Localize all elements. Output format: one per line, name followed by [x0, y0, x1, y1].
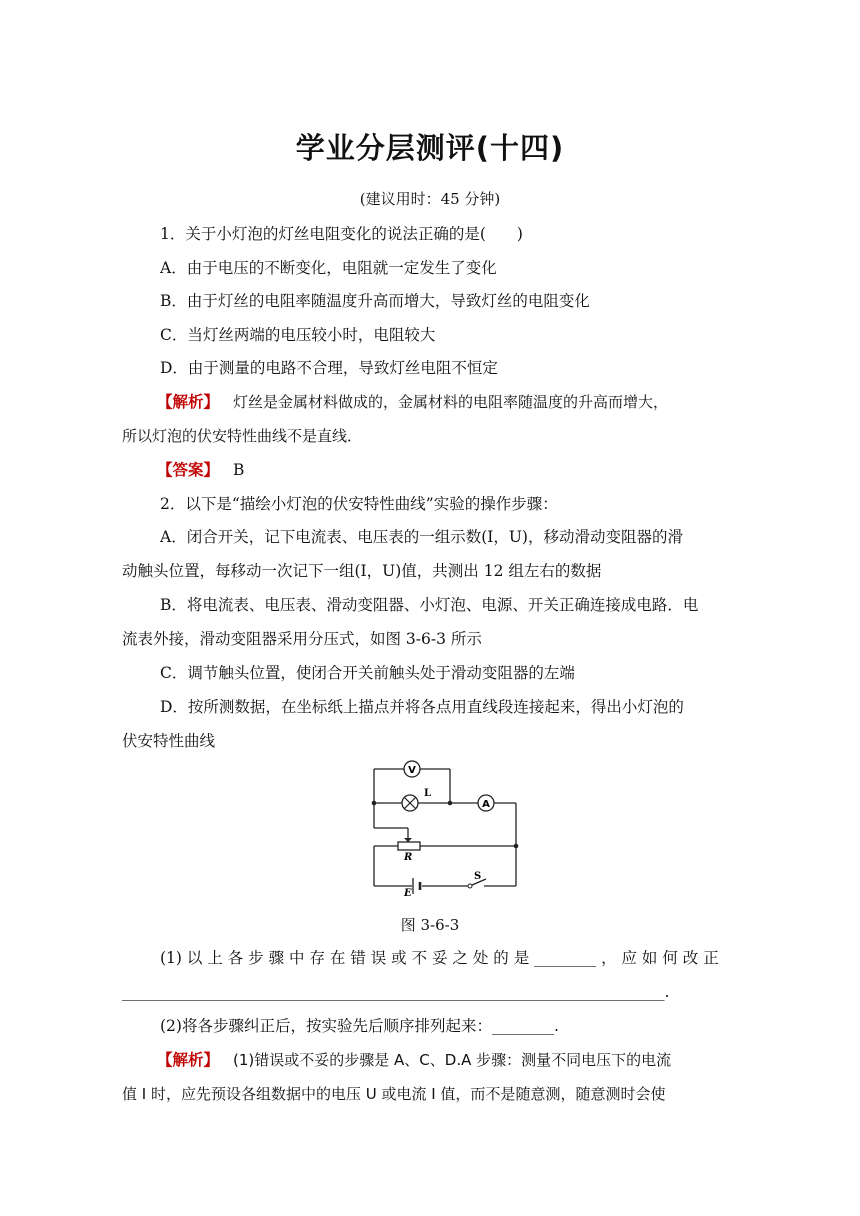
answer-tag: 【答案】 [157, 460, 220, 479]
q1-stem: 1．关于小灯泡的灯丝电阻变化的说法正确的是( ) [160, 225, 523, 243]
q2-stem: 2．以下是“描绘小灯泡的伏安特性曲线”实验的操作步骤： [160, 495, 558, 513]
q1-analysis [157, 392, 668, 412]
q1-option-b: B．由于灯丝的电阻率随温度升高而增大，导致灯丝的电阻变化 [160, 292, 590, 310]
page-title: 学业分层测评(十四) [295, 131, 565, 165]
q2-step-d: D．按所测数据，在坐标纸上描点并将各点用直线段连接起来，得出小灯泡的 [160, 698, 684, 716]
q1-option-a: A．由于电压的不断变化，电阻就一定发生了变化 [160, 259, 497, 277]
analysis-tag: 【解析】 [157, 1050, 220, 1069]
q1-option-d: D．由于测量的电路不合理，导致灯丝电阻不恒定 [160, 359, 498, 377]
circuit-diagram [366, 758, 526, 898]
junction-dots [372, 801, 519, 849]
q2-step-b: B．将电流表、电压表、滑动变阻器、小灯泡、电源、开关正确连接成电路．电 [160, 596, 699, 614]
switch-icon [468, 871, 486, 888]
q2-step-b-cont: 流表外接，滑动变阻器采用分压式，如图 3-6-3 所示 [122, 630, 482, 648]
q2-sub2: (2)将各步骤纠正后，按实验先后顺序排列起来：________. [160, 1017, 559, 1035]
q2-sub1-blank: ______________________________________________________________________. [122, 983, 670, 1001]
q2-sub1: (1) 以 上 各 步 骤 中 存 在 错 误 或 不 妥 之 处 的 是 ________ ， 应 如 何 改 正 [160, 949, 719, 967]
q1-answer-value: B [233, 461, 245, 479]
q1-answer [157, 460, 244, 480]
ammeter-icon [478, 795, 494, 811]
q2-step-a-cont: 动触头位置，每移动一次记下一组(I，U)值，共测出 12 组左右的数据 [122, 562, 602, 580]
svg-text:V: V [408, 765, 416, 776]
svg-text:R: R [404, 852, 413, 863]
q2-analysis [157, 1050, 671, 1070]
svg-text:S: S [474, 871, 482, 882]
suggested-time: (建议用时：45 分钟) [359, 190, 501, 208]
analysis-tag: 【解析】 [157, 392, 220, 411]
q1-analysis-cont: 所以灯泡的伏安特性曲线不是直线． [122, 427, 363, 445]
q2-analysis-cont: 值 I 时，应先预设各组数据中的电压 U 或电流 I 值，而不是随意测，随意测时会使 [122, 1085, 666, 1103]
q1-option-c: C．当灯丝两端的电压较小时，电阻较大 [160, 326, 436, 344]
q2-step-a: A．闭合开关，记下电流表、电压表的一组示数(I，U)，移动滑动变阻器的滑 [160, 528, 683, 546]
q2-step-d-cont: 伏安特性曲线 [122, 732, 216, 750]
battery-icon [403, 878, 420, 898]
svg-text:L: L [424, 788, 432, 799]
svg-text:A: A [482, 799, 490, 810]
figure-caption: 图 3-6-3 [400, 916, 460, 934]
voltmeter-icon [404, 761, 420, 777]
q2-analysis-text: (1)错误或不妥的步骤是 A、C、D.A 步骤：测量不同电压下的电流 [233, 1051, 672, 1069]
q2-step-c: C．调节触头位置，使闭合开关前触头处于滑动变阻器的左端 [160, 664, 575, 682]
lamp-icon [402, 788, 431, 811]
q1-analysis-text: 灯丝是金属材料做成的，金属材料的电阻率随温度的升高而增大， [233, 393, 669, 411]
svg-text:E: E [404, 888, 412, 898]
rheostat-icon [398, 838, 420, 863]
